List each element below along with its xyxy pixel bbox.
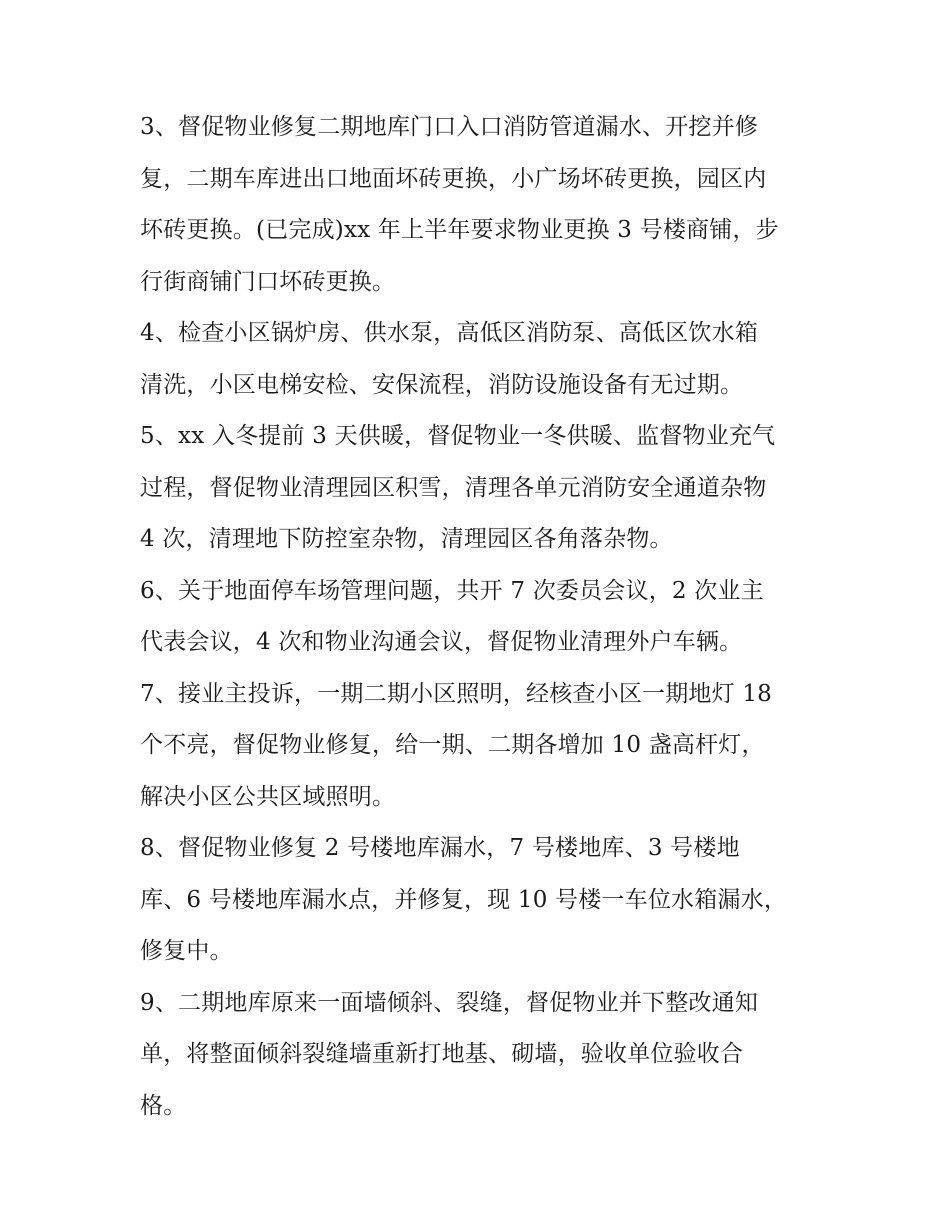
text-line: 行街商铺门口坏砖更换。: [140, 268, 396, 295]
paragraph-item-8: [140, 823, 820, 978]
paragraph-item-7: [140, 669, 820, 824]
text-line: 坏砖更换。(已完成)xx 年上半年要求物业更换 3 号楼商铺，步: [140, 217, 779, 243]
text-line: 复，二期车库进出口地面坏砖更换，小广场坏砖更换，园区内: [140, 165, 767, 192]
text-line: 代表会议，4 次和物业沟通会议，督促物业清理外户车辆。: [140, 629, 743, 655]
paragraph-item-5: [140, 411, 820, 566]
paragraph-item-6: [140, 566, 820, 669]
text-line: 单，将整面倾斜裂缝墙重新打地基、砌墙，验收单位验收合: [140, 1041, 744, 1067]
text-line: 4 次，清理地下防控室杂物，清理园区各角落杂物。: [140, 526, 673, 552]
text-line: 4、检查小区锅炉房、供水泵，高低区消防泵、高低区饮水箱: [140, 320, 759, 346]
text-line: 5、xx 入冬提前 3 天供暖，督促物业一冬供暖、监督物业充气: [140, 423, 776, 449]
text-line: 8、督促物业修复 2 号楼地库漏水，7 号楼地库、3 号楼地: [140, 835, 740, 861]
text-line: 解决小区公共区域照明。: [140, 783, 396, 810]
text-line: 7、接业主投诉，一期二期小区照明，经核查小区一期地灯 18: [140, 680, 773, 707]
paragraph-item-4: [140, 308, 820, 411]
text-line: 清洗，小区电梯安检、安保流程，消防设施设备有无过期。: [140, 371, 744, 398]
text-line: 修复中。: [140, 938, 233, 964]
text-line: 9、二期地库原来一面墙倾斜、裂缝，督促物业并下整改通知: [140, 989, 759, 1016]
text-line: 个不亮，督促物业修复，给一期、二期各增加 10 盏高杆灯，: [140, 732, 765, 758]
text-line: 格。: [140, 1092, 187, 1119]
text-line: 6、关于地面停车场管理问题，共开 7 次委员会议，2 次业主: [140, 577, 764, 604]
document-body: [140, 102, 820, 1132]
paragraph-item-9: [140, 978, 820, 1133]
text-line: 3、督促物业修复二期地库门口入口消防管道漏水、开挖并修: [140, 114, 759, 140]
text-line: 过程，督促物业清理园区积雪，清理各单元消防安全通道杂物: [140, 474, 767, 501]
paragraph-item-3: [140, 102, 820, 308]
text-line: 库、6 号楼地库漏水点，并修复，现 10 号楼一车位水箱漏水，: [140, 886, 788, 913]
